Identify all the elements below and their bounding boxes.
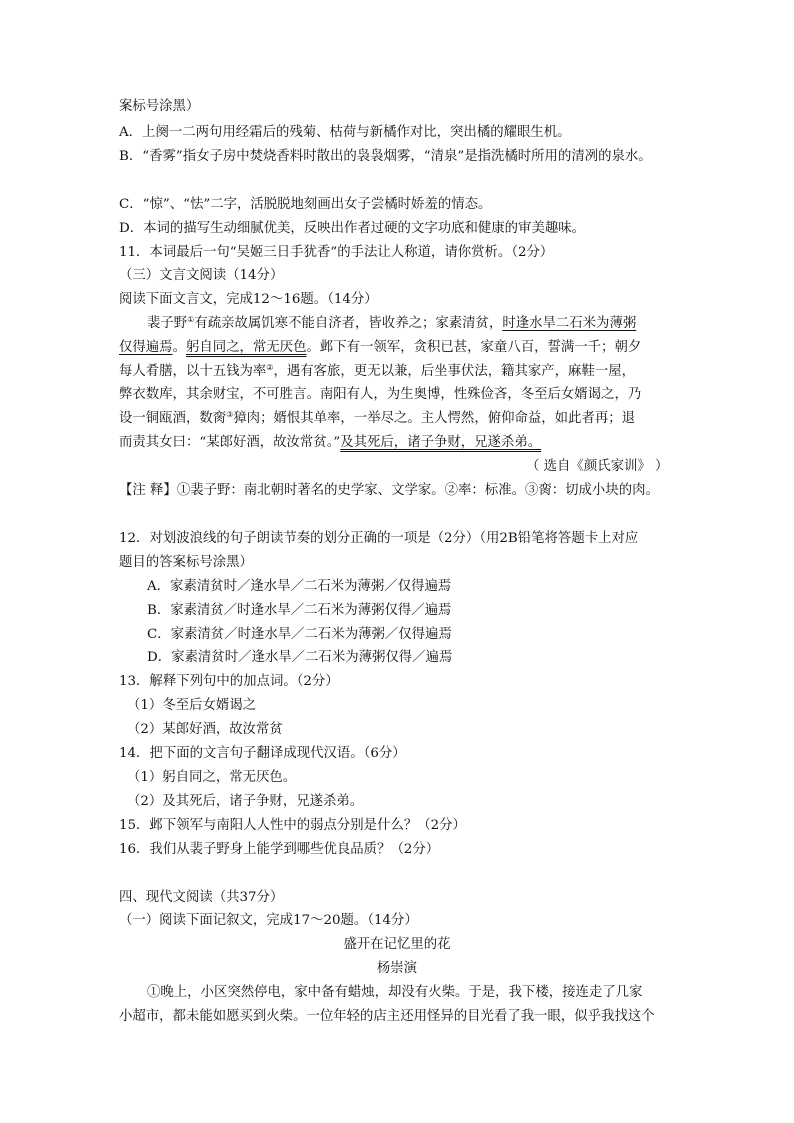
q10-option-d: D．本词的描写生动细腻优美，反映出作者过硬的文字功底和健康的审美趣味。: [119, 221, 586, 236]
essay-author: 杨崇演: [376, 961, 418, 976]
q12-option-b: B．家素清贫／时逢水旱／二石米为薄粥仅得／遍焉: [147, 603, 452, 618]
passage-source: （ 选自《颜氏家训》 ）: [526, 459, 669, 474]
essay-paragraph-1-line-1: ①晚上，小区突然停电，家中备有蜡烛，却没有火柴。于是，我下楼，接连走了几家: [147, 985, 643, 1000]
section-4-subtitle: （一）阅读下面记叙文，完成17～20题。（14分）: [119, 913, 418, 928]
question-15: 15．邺下领军与南阳人人性中的弱点分别是什么？（2分）: [119, 818, 466, 833]
essay-paragraph-1-line-2: 小超市，都未能如愿买到火柴。一位年轻的店主还用怪异的目光看了我一眼，似乎我找这个: [119, 1009, 655, 1024]
q10-option-c: C．“惊”、“怯”二字，活脱脱地刻画出女子尝橘时娇羞的情态。: [119, 197, 492, 212]
q14-stem: 14．把下面的文言句子翻译成现代汉语。（6分）: [119, 746, 406, 761]
q14-item-2: （2）及其死后，诸子争财，兄遂杀弟。: [127, 794, 364, 809]
q13-item-2: （2）某郎好酒，故汝常贫: [127, 722, 283, 737]
section-3-instruction: 阅读下面文言文，完成12～16题。（14分）: [119, 292, 378, 307]
q13-item-1: （1）冬至后女婿谒之: [127, 698, 257, 713]
essay-title: 盛开在记忆里的花: [343, 937, 451, 952]
annotations: 【注 释】①裴子野：南北朝时著名的史学家、文学家。②率：标准。③脔：切成小块的肉。: [119, 483, 659, 498]
question-11: 11．本词最后一句“吴姬三日手犹香”的手法让人称道，请你赏析。（2分）: [119, 245, 554, 260]
q14-item-1: （1）躬自同之，常无厌色。: [127, 770, 297, 785]
passage-line-3: 每人肴膳，以十五钱为率②，遇有客旅，更无以兼，后坐事伏法，籍其家产，麻鞋一屋，: [119, 363, 636, 379]
section-4-title: 四、现代文阅读（共37分）: [119, 890, 284, 905]
q12-stem-line-1: 12．对划波浪线的句子朗读节奏的划分正确的一项是（2分）（用2B铅笔将答题卡上对应: [119, 531, 639, 546]
q10-option-b: B．“香雾”指女子房中焚烧香料时散出的袅袅烟雾，“清泉”是指洗橘时所用的清冽的泉水。: [119, 149, 652, 164]
q13-stem: 13．解释下列句中的加点词。（2分）: [119, 674, 339, 689]
section-3-title: （三）文言文阅读（14分）: [119, 268, 284, 283]
passage-line-5: 设一铜瓯酒，数脔③獐肉；婿恨其单率，一举尽之。主人愕然，俯仰命益，如此者再；退: [119, 410, 636, 426]
passage-line-1: 裴子野①有疏亲故属饥寒不能自济者，皆收养之；家素清贫，时逢水旱二石米为薄粥: [147, 315, 637, 331]
wavy-underlined-sentence: 时逢水旱二石米为薄粥: [502, 316, 637, 331]
q12-stem-line-2: 题目的答案标号涂黑）: [119, 555, 253, 570]
q12-option-c: C．家素清贫／时逢水旱／二石米为薄粥／仅得遍焉: [147, 627, 452, 642]
question-16: 16．我们从裴子野身上能学到哪些优良品质？（2分）: [119, 842, 440, 857]
q10-option-a: A．上阕一二两句用经霜后的残菊、枯荷与新橘作对比，突出橘的耀眼生机。: [119, 125, 571, 140]
passage-line-4: 弊衣数库，其余财宝，不可胜言。南阳有人，为生奥博，性殊俭吝，冬至后女婿谒之，乃: [119, 387, 642, 402]
q12-option-d: D．家素清贫时／逢水旱／二石米为薄粥仅得／遍焉: [147, 650, 453, 665]
q12-option-a: A．家素清贫时／逢水旱／二石米为薄粥／仅得遍焉: [147, 579, 452, 594]
underlined-sentence-1: 躬自同之，常无厌色: [185, 340, 307, 355]
passage-line-6: 而责其女曰：“某郎好酒，故汝常贫。”及其死后，诸子争财，兄遂杀弟。: [119, 435, 542, 450]
passage-line-2: 仅得遍焉。躬自同之，常无厌色。邺下有一领军，贪积已甚，家童八百，誓满一千；朝夕: [119, 340, 642, 355]
underlined-sentence-2: 及其死后，诸子争财，兄遂杀弟。: [340, 435, 542, 450]
q10-stem-tail: 案标号涂黑）: [119, 99, 200, 114]
